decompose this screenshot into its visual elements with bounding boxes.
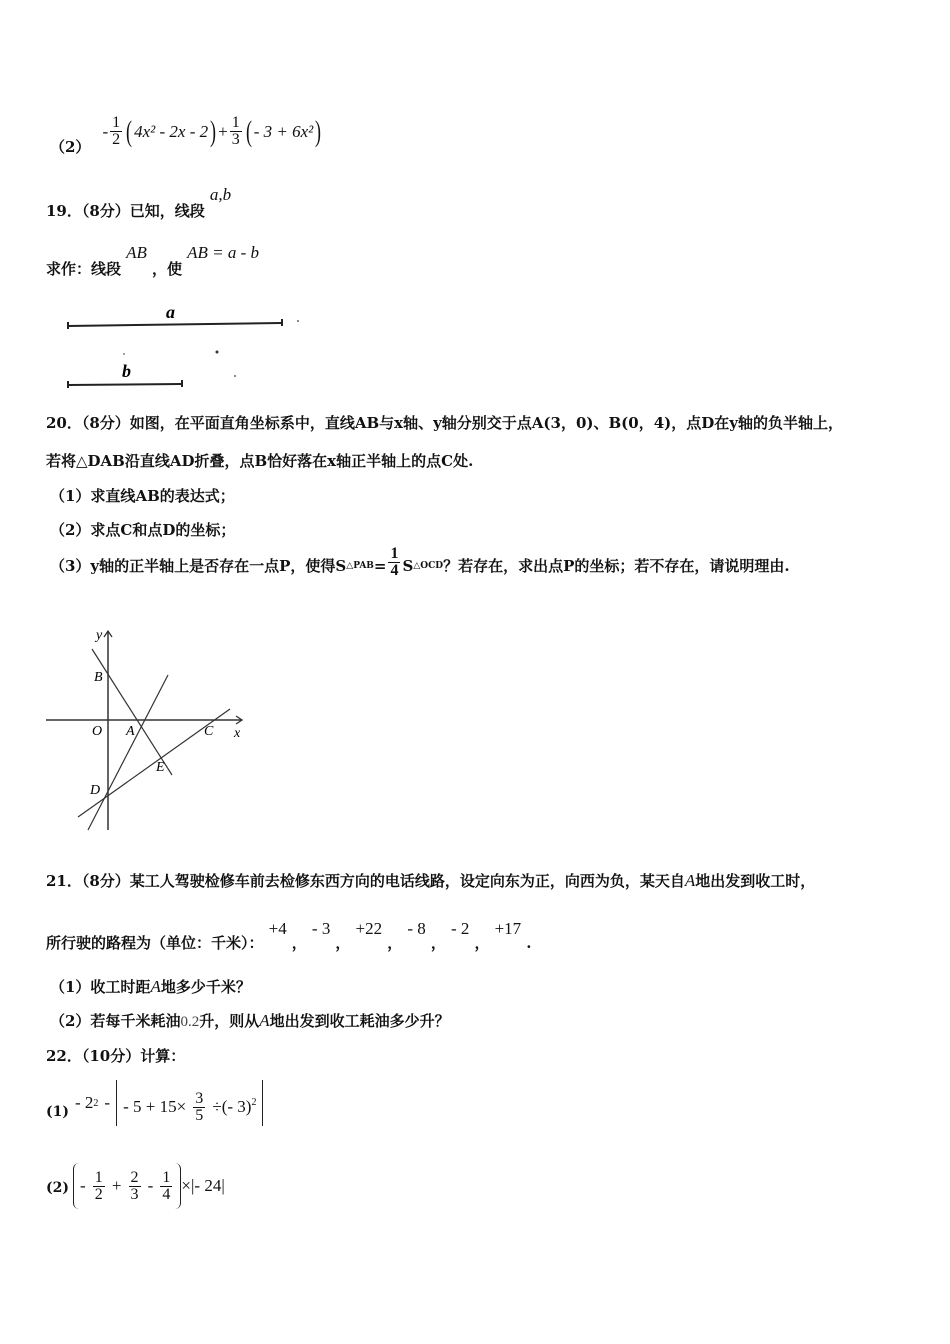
segment-b-label: b <box>122 361 131 381</box>
q21-value: - 8 <box>407 919 426 938</box>
q21-sub2: （2）若每千米耗油0.2升，则从A地出发到收工耗油多少升？ <box>50 1011 450 1030</box>
line-ad <box>88 675 168 830</box>
fig-label-x: x <box>234 726 241 741</box>
q20-sub1: （1）求直线AB的表达式； <box>50 487 235 505</box>
q21-line2: 所行驶的路程为（单位：千米）： +4 ， - 3 ， +22 ， - 8 ， - 2 ， +17 . <box>46 919 532 952</box>
q22-part1-bracket: - 5 + 15× $\frac{3}{5}$ ÷(- 3)$^2$ <box>116 1080 263 1126</box>
fig-label-b: B <box>94 670 103 685</box>
q20-sub2: （2）求点C和点D的坐标； <box>50 521 236 539</box>
fig-label-e: E <box>156 760 165 775</box>
fig-label-c: C <box>204 724 214 739</box>
q18-frac2: $\frac{1}{3}$ <box>231 114 240 148</box>
segment-b <box>68 384 182 385</box>
segment-a <box>68 323 282 326</box>
q22-part2-label: (2) <box>46 1180 69 1196</box>
q18-part2: （2） - $\frac{1}{2}$ ( 4x² - 2x - 2 ) + $\frac{1}{3}$ ( - 3 + 6x² ) <box>50 114 322 156</box>
q20-line2: 若将△DAB沿直线AD折叠，点B恰好落在x轴正半轴上的点C处. <box>46 452 474 470</box>
q22-part2: (2) - $\frac{1}{2}$ + $\frac{2}{3}$ - $\frac{1}{4}$ × |- 24| <box>46 1163 225 1209</box>
segment-a-label: a <box>166 302 175 322</box>
q19-task-seg: AB <box>126 243 147 262</box>
q22-part2-paren: - $\frac{1}{2}$ + $\frac{2}{3}$ - $\frac{1}{4}$ <box>73 1163 181 1209</box>
q22-part1-label: (1) <box>46 1104 69 1120</box>
q21-value: - 2 <box>450 919 470 938</box>
q22-part2-abs: |- 24| <box>191 1176 225 1195</box>
q18-plus: + <box>218 121 228 141</box>
q22-header: 22．（10分）计算： <box>46 1047 186 1065</box>
q21-line1: 21．（8分）某工人驾驶检修车前去检修东西方向的电话线路，设定向东为正，向西为负，某天自A地出发到收工时， <box>46 871 816 890</box>
fig-label-a: A <box>126 724 135 739</box>
q18-bracket1: 4x² - 2x - 2 <box>134 121 209 141</box>
q18-bracket2: - 3 + 6x² <box>253 121 314 141</box>
q21-sub1: （1）收工时距A地多少千米？ <box>50 977 251 996</box>
q18-frac1: $\frac{1}{2}$ <box>112 114 121 148</box>
q19-header: 19．（8分）已知，线段 a,b <box>46 185 232 220</box>
q19-task-eq: AB = a - b <box>187 243 259 262</box>
fig-label-y: y <box>96 628 103 643</box>
fig-label-o: O <box>92 724 103 739</box>
q19-segments <box>60 296 320 396</box>
q20-figure <box>40 625 260 840</box>
q21-value: +17 <box>494 919 522 938</box>
q19-given: a,b <box>209 185 232 204</box>
q21-value: +4 <box>268 919 287 938</box>
fig-label-d: D <box>90 783 101 798</box>
q21-value: +22 <box>355 919 383 938</box>
q20-frac: $\frac{1}{4}$ <box>390 545 399 579</box>
q21-value: - 3 <box>311 919 331 938</box>
q20-line1: 20．（8分）如图，在平面直角坐标系中，直线AB与x轴、y轴分别交于点A(3，0)、B(0，4)，点D在y轴的负半轴上， <box>46 414 843 432</box>
q19-task: 求作：线段 AB ，使 AB = a - b <box>46 243 259 278</box>
line-ab <box>92 649 172 775</box>
q18-minus: - <box>102 121 109 141</box>
q18-part2-label: （2） <box>50 138 91 156</box>
q22-part1: (1) - 2 2 - - 5 + 15× $\frac{3}{5}$ ÷(- 3)$^2$ <box>46 1080 263 1126</box>
q20-sub3: （3）y轴的正半轴上是否存在一点P，使得S △PAB = $\frac{1}{4}$ S △OCD ？若存在，求出点P的坐标；若不存在，请说明理由. <box>50 545 790 579</box>
